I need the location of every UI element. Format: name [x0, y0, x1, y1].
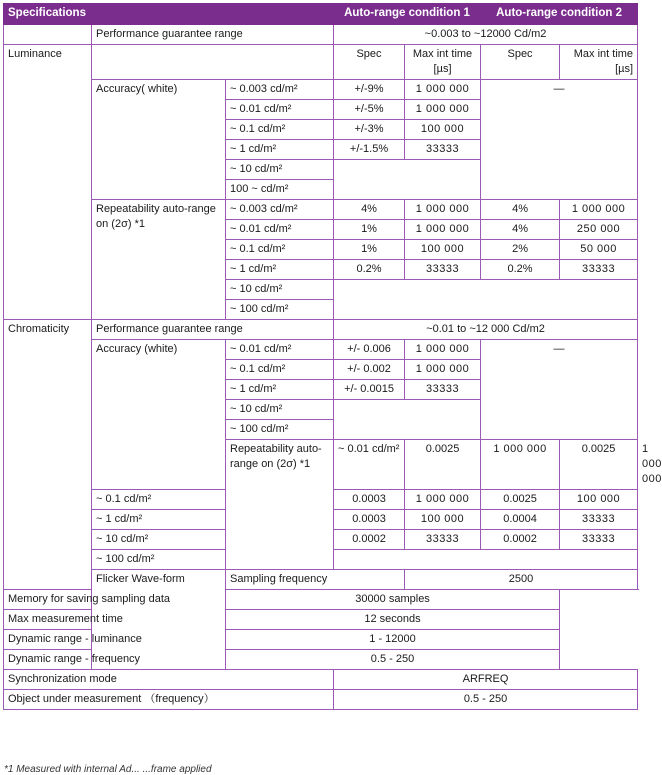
chroma-accuracy-label: Accuracy (white) [92, 340, 226, 490]
maxint-header: Max int time [µs] [405, 45, 481, 80]
spec-cell: 0.0004 [481, 510, 560, 530]
time-cell: 1 000 000 [405, 100, 481, 120]
range-cell: ~ 10 cd/m² [226, 160, 334, 180]
table-row [4, 590, 638, 610]
section-luminance: Luminance [4, 45, 92, 320]
spec-cell: +/- 0.002 [334, 360, 405, 380]
spec-header: Spec [334, 45, 405, 80]
spec-cell: 4% [334, 200, 405, 220]
header-cond2: Auto-range condition 2 [481, 4, 638, 25]
spec-cell: +/-9% [334, 80, 405, 100]
range-cell: ~ 100 cd/m² [92, 550, 226, 570]
table-row [4, 320, 638, 340]
table-row [4, 80, 638, 100]
spec-cell: 0.0025 [481, 490, 560, 510]
spec-cell: 4% [481, 200, 560, 220]
spec-cell: +/-5% [334, 100, 405, 120]
time-cell: 100 000 [560, 490, 638, 510]
spec-header: Spec [481, 45, 560, 80]
sync-label: Synchronization mode [4, 670, 334, 690]
time-cell: 33333 [405, 140, 481, 160]
time-cell: 100 000 [405, 510, 481, 530]
header-specifications: Specifications [4, 4, 334, 25]
range-cell: ~ 10 cd/m² [226, 280, 334, 300]
time-cell: 1 000 000 [405, 360, 481, 380]
range-cell: ~ 1 cd/m² [226, 260, 334, 280]
range-cell: ~ 0.1 cd/m² [226, 120, 334, 140]
table-row: Repeatability auto-range on (2σ) *1 ~ 0.01 cd/m² 0.0025 1 000 000 0.0025 1 000 000 [4, 440, 638, 490]
spec-cell: 2% [481, 240, 560, 260]
time-cell: 100 000 [405, 120, 481, 140]
time-cell: 1 000 000 [481, 440, 560, 490]
table-row [4, 610, 638, 630]
spec-cell: 0.0003 [334, 490, 405, 510]
spec-cell: +/- 0.006 [334, 340, 405, 360]
object-value: 0.5 - 250 [334, 690, 638, 710]
header-cond1: Auto-range condition 1 [334, 4, 481, 25]
time-cell: 1 000 000 [405, 220, 481, 240]
header-row [4, 4, 638, 25]
time-cell: 33333 [560, 260, 638, 280]
flicker-value: 0.5 - 250 [226, 650, 560, 670]
range-cell: ~ 0.01 cd/m² [226, 220, 334, 240]
section-flicker: Flicker Wave-form [92, 570, 226, 670]
time-cell: 50 000 [560, 240, 638, 260]
flicker-value: 2500 [405, 570, 638, 590]
range-cell: ~ 0.01 cd/m² [334, 440, 405, 490]
time-cell: 33333 [405, 380, 481, 400]
flicker-label: Memory for saving sampling data [4, 590, 226, 610]
range-cell: ~ 1 cd/m² [92, 510, 226, 530]
flicker-value: 12 seconds [226, 610, 560, 630]
time-cell: 1 000 000 [560, 200, 638, 220]
range-cell: ~ 0.003 cd/m² [226, 80, 334, 100]
range-cell: ~ 0.1 cd/m² [92, 490, 226, 510]
table-row [4, 45, 638, 80]
flicker-label: Dynamic range - frequency [4, 650, 226, 670]
table-row [4, 630, 638, 650]
range-cell: ~ 0.1 cd/m² [226, 360, 334, 380]
chroma-repeat-label: Repeatability auto-range on (2σ) *1 [226, 440, 334, 570]
spec-cell: 1% [334, 240, 405, 260]
range-cell: ~ 0.01 cd/m² [226, 100, 334, 120]
time-cell: 33333 [560, 530, 638, 550]
time-cell: 33333 [405, 260, 481, 280]
spec-cell: +/-3% [334, 120, 405, 140]
range-cell: ~ 0.01 cd/m² [226, 340, 334, 360]
footnote: *1 Measured with internal Ad... ...frame applied [4, 764, 212, 775]
spec-cell: 0.0002 [334, 530, 405, 550]
time-cell: 1 000 000 [405, 80, 481, 100]
range-cell: 100 ~ cd/m² [226, 180, 334, 200]
spec-cell: 4% [481, 220, 560, 240]
table-row [4, 340, 638, 360]
range-cell: ~ 10 cd/m² [226, 400, 334, 420]
section-chromaticity: Chromaticity [4, 320, 92, 590]
chroma-accuracy-cond2: — [481, 340, 638, 440]
table-row [4, 690, 638, 710]
table-row [4, 670, 638, 690]
spec-cell: 0.0003 [334, 510, 405, 530]
range-cell: ~ 1 cd/m² [226, 140, 334, 160]
lum-repeat-label: Repeatability auto-range on (2σ) *1 [92, 200, 226, 320]
time-cell: 33333 [405, 530, 481, 550]
object-label: Object under measurement （frequency） [4, 690, 334, 710]
time-cell: 1 000 000 [405, 200, 481, 220]
range-cell: ~ 0.1 cd/m² [226, 240, 334, 260]
lum-perf-value: ~0.003 to ~12000 Cd/m2 [334, 25, 638, 45]
range-cell: ~ 100 cd/m² [226, 420, 334, 440]
spec-cell: 0.0025 [560, 440, 638, 490]
spec-cell: +/- 0.0015 [334, 380, 405, 400]
flicker-label: Sampling frequency [226, 570, 405, 590]
chroma-perf-value: ~0.01 to ~12 000 Cd/m2 [334, 320, 638, 340]
range-cell: ~ 0.003 cd/m² [226, 200, 334, 220]
range-cell: ~ 10 cd/m² [92, 530, 226, 550]
table-row [4, 570, 638, 590]
table-row [4, 200, 638, 220]
maxint-header: Max int time [µs] [560, 45, 638, 80]
spec-cell: 0.2% [334, 260, 405, 280]
spec-cell: 1% [334, 220, 405, 240]
flicker-label: Dynamic range - luminance [4, 630, 226, 650]
lum-perf-label: Performance guarantee range [92, 25, 334, 45]
spec-table [3, 3, 662, 710]
time-cell: 1 000 000 [405, 490, 481, 510]
time-cell: 250 000 [560, 220, 638, 240]
flicker-label: Max measurement time [4, 610, 226, 630]
range-cell: ~ 1 cd/m² [226, 380, 334, 400]
spec-cell: 0.0025 [405, 440, 481, 490]
spec-cell: +/-1.5% [334, 140, 405, 160]
flicker-value: 30000 samples [226, 590, 560, 610]
sync-value: ARFREQ [334, 670, 638, 690]
time-cell: 1 000 000 [405, 340, 481, 360]
chroma-perf-label: Performance guarantee range [92, 320, 334, 340]
table-row [4, 650, 638, 670]
table-row [4, 25, 638, 45]
spec-cell: 0.0002 [481, 530, 560, 550]
time-cell: 100 000 [405, 240, 481, 260]
lum-accuracy-label: Accuracy( white) [92, 80, 226, 200]
lum-accuracy-cond2: — [481, 80, 638, 200]
range-cell: ~ 100 cd/m² [226, 300, 334, 320]
flicker-value: 1 - 12000 [226, 630, 560, 650]
time-cell: 33333 [560, 510, 638, 530]
spec-cell: 0.2% [481, 260, 560, 280]
